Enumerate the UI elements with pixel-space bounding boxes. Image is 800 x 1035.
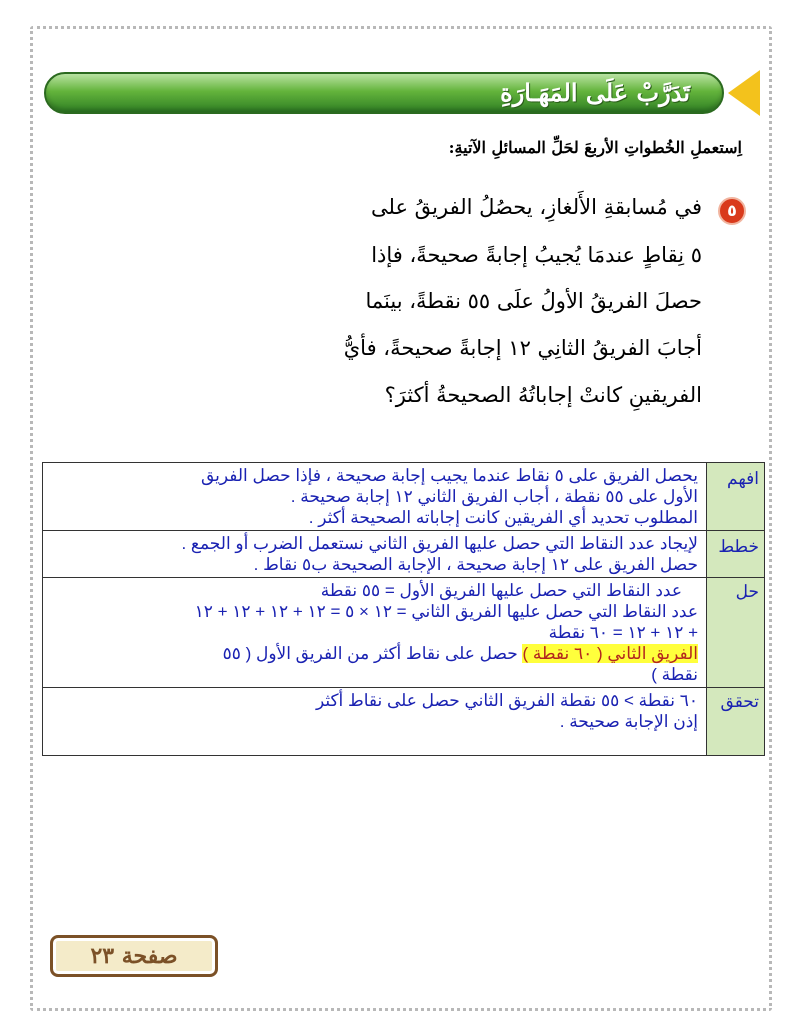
step-label-solve: حل bbox=[707, 578, 765, 688]
problem-line: في مُسابقةِ الأَلغازِ، يحصُلُ الفريقُ على bbox=[371, 195, 702, 219]
step-row-solve bbox=[43, 578, 765, 688]
skill-banner bbox=[44, 70, 760, 118]
step-line: + ١٢ + ١٢ = ٦٠ نقطة bbox=[548, 623, 698, 642]
step-body-solve bbox=[43, 578, 707, 688]
check-result: الفريق الثاني حصل على نقاط أكثر bbox=[315, 691, 556, 710]
step-conclusion bbox=[49, 643, 698, 664]
step-label-understand: افهم bbox=[707, 463, 765, 531]
step-label-plan: خطط bbox=[707, 531, 765, 578]
step-line: الأول على ٥٥ نقطة ، أجاب الفريق الثاني ١٢ إجابة صحيحة . bbox=[290, 487, 698, 506]
step-line: لإيجاد عدد النقاط التي حصل عليها الفريق الثاني نستعمل الضرب أو الجمع . bbox=[181, 534, 698, 553]
steps-table bbox=[42, 462, 765, 756]
step-body-plan bbox=[43, 531, 707, 578]
step-body-understand bbox=[43, 463, 707, 531]
problem-number-badge: ٥ bbox=[718, 197, 746, 225]
step-row-understand bbox=[43, 463, 765, 531]
problem-line: أجابَ الفريقُ الثانِي ١٢ إجابةً صحيحةً، فأيُّ bbox=[343, 336, 702, 360]
instruction-text: اِستعملِ الخُطواتِ الأربعَ لحَلِّ المسائلِ الآتيةِ: bbox=[448, 138, 742, 157]
check-row bbox=[49, 690, 698, 711]
step-line: المطلوب تحديد أي الفريقين كانت إجاباته الصحيحة أكثر . bbox=[308, 508, 698, 527]
step-line: يحصل الفريق على ٥ نقاط عندما يجيب إجابة صحيحة ، فإذا حصل الفريق bbox=[200, 466, 698, 485]
step-row-plan bbox=[43, 531, 765, 578]
problem-line: الفريقينِ كانتْ إجاباتُهُ الصحيحةُ أكثرَ؟ bbox=[384, 383, 702, 407]
check-comparison: ٦٠ نقطة > ٥٥ نقطة bbox=[559, 691, 698, 710]
problem-line: ٥ نِقاطٍ عندمَا يُجيبُ إجابةً صحيحةً، فإذا bbox=[371, 243, 702, 267]
check-final: إذن الإجابة صحيحة . bbox=[559, 712, 698, 731]
step-line: حصل الفريق على ١٢ إجابة صحيحة ، الإجابة الصحيحة ب٥ نقاط . bbox=[253, 555, 698, 574]
step-row-check bbox=[43, 688, 765, 756]
banner-title: تَدَرَّبْ عَلَى المَهَـارَةِ bbox=[500, 78, 690, 107]
step-line: عدد النقاط التي حصل عليها الفريق الأول = ٥٥ نقطة bbox=[320, 581, 682, 600]
highlighted-answer: الفريق الثاني ( ٦٠ نقطة ) bbox=[522, 644, 698, 663]
page-number-tab: صفحة ٢٣ bbox=[50, 935, 218, 977]
step-line: عدد النقاط التي حصل عليها الفريق الثاني = ١٢ × ٥ = ١٢ + ١٢ + ١٢ + ١٢ bbox=[194, 602, 698, 621]
step-line: نقطة ) bbox=[651, 665, 698, 684]
conclusion-text: حصل على نقاط أكثر من الفريق الأول ( ٥٥ bbox=[222, 644, 518, 663]
step-body-check bbox=[43, 688, 707, 756]
arrow-icon bbox=[728, 70, 760, 116]
spacer bbox=[49, 732, 698, 753]
problem-line: حصلَ الفريقُ الأولُ علَى ٥٥ نقطةً، بينَما bbox=[365, 289, 702, 313]
step-label-check: تحقق bbox=[707, 688, 765, 756]
